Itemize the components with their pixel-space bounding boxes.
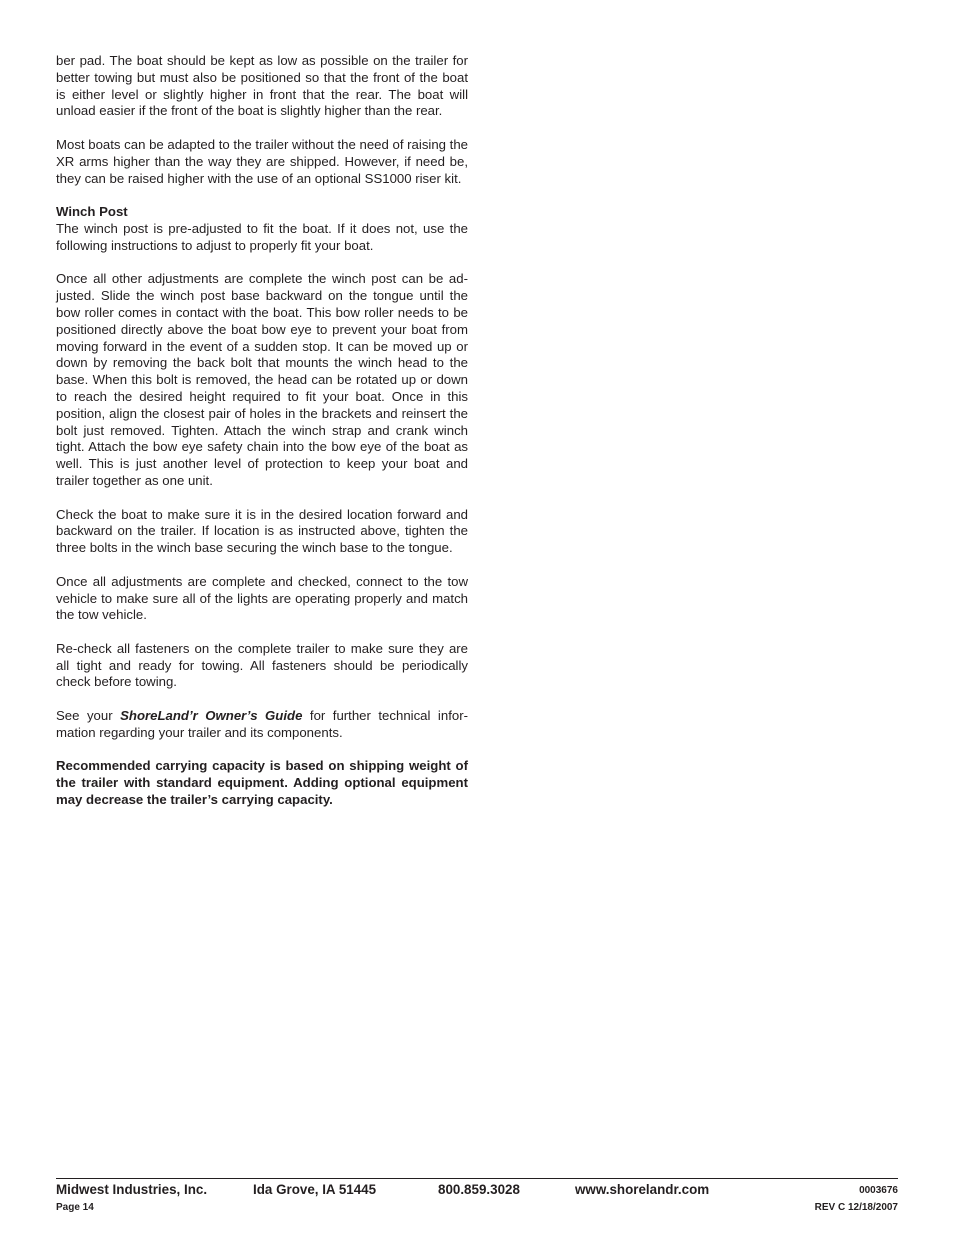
paragraph-lights-check: Once all adjustments are complete and checked, connect to the tow vehicle to make sure all of the lights are operating properly and match the tow vehicle. (56, 573, 468, 623)
winch-post-section (56, 204, 468, 221)
paragraph-fasteners: Re-check all fasteners on the complete trailer to make sure they are all tight and ready for towing. All fasteners should be periodically check before towing. (56, 640, 468, 690)
footer-page-number: Page 14 (56, 1202, 94, 1213)
paragraph-xr-arms: Most boats can be adapted to the trailer without the need of raising the XR arms higher than the way they are shipped. However, if need be, they can be raised higher with the use of an optional SS1000 riser kit. (56, 136, 469, 186)
footer-city: Ida Grove, IA 51445 (253, 1182, 377, 1197)
paragraph-check-location: Check the boat to make sure it is in the desired location forward and backward on the trailer. If location is as instructed above, tighten the three bolts in the winch base securing the winch base to the tongue. (56, 506, 468, 556)
paragraph-winch-adjustment: Once all other adjustments are complete the winch post can be adjusted. Slide the winch post base backward on the tongue until the bow roller comes in contact with the boat. This bow roller needs to be positioned directly above the boat bow eye to prevent your boat from moving forward in the event of a sudden stop. It can be moved up or down by removing the back bolt that mounts the winch head to the base. When this bolt is removed, the head can be rotated up or down to reach the desired height required to fit your boat. Once in this position, align the closest pair of holes in the brackets and reinsert the bolt just removed. Tighten. Attach the winch strap and crank winch tight. Attach the bow eye safety chain into the bow eye of the boat as well. This is just another level of protection to keep your boat and trailer together as one unit. (56, 271, 468, 488)
footer-phone: 800.859.3028 (438, 1182, 520, 1197)
footer-revision: REV C 12/18/2007 (814, 1202, 898, 1213)
paragraph-owners-guide (56, 708, 468, 742)
main-text-column (56, 53, 468, 826)
paragraph-winch-preadjusted: The winch post is pre-adjusted to fit the boat. If it does not, use the following instructions to adjust to properly fit your boat. (56, 220, 468, 253)
owners-guide-suffix: for further technical information regarding your trailer and its components. (56, 708, 468, 740)
footer-website: www.shorelandr.com (575, 1182, 710, 1197)
winch-post-heading: Winch Post (56, 204, 128, 220)
footer-company: Midwest Industries, Inc. (56, 1182, 208, 1197)
paragraph-carrying-capacity: Recommended carrying capacity is based on shipping weight of the trailer with standard equipment. Adding optional equipment may decrease the trailer’s carrying capacity. (56, 758, 468, 808)
owners-guide-prefix: See your (56, 708, 121, 724)
footer-divider (56, 1178, 898, 1179)
paragraph-boat-position: ber pad. The boat should be kept as low as possible on the trailer for better towing but must also be positioned so that the front of the boat is either level or slightly higher in front that the rear. The boat will unload easier if the front of the boat is slightly higher than the rear. (56, 53, 468, 119)
footer-doc-code: 0003676 (859, 1185, 898, 1196)
owners-guide-title: ShoreLand’r Owner’s Guide (120, 708, 303, 724)
